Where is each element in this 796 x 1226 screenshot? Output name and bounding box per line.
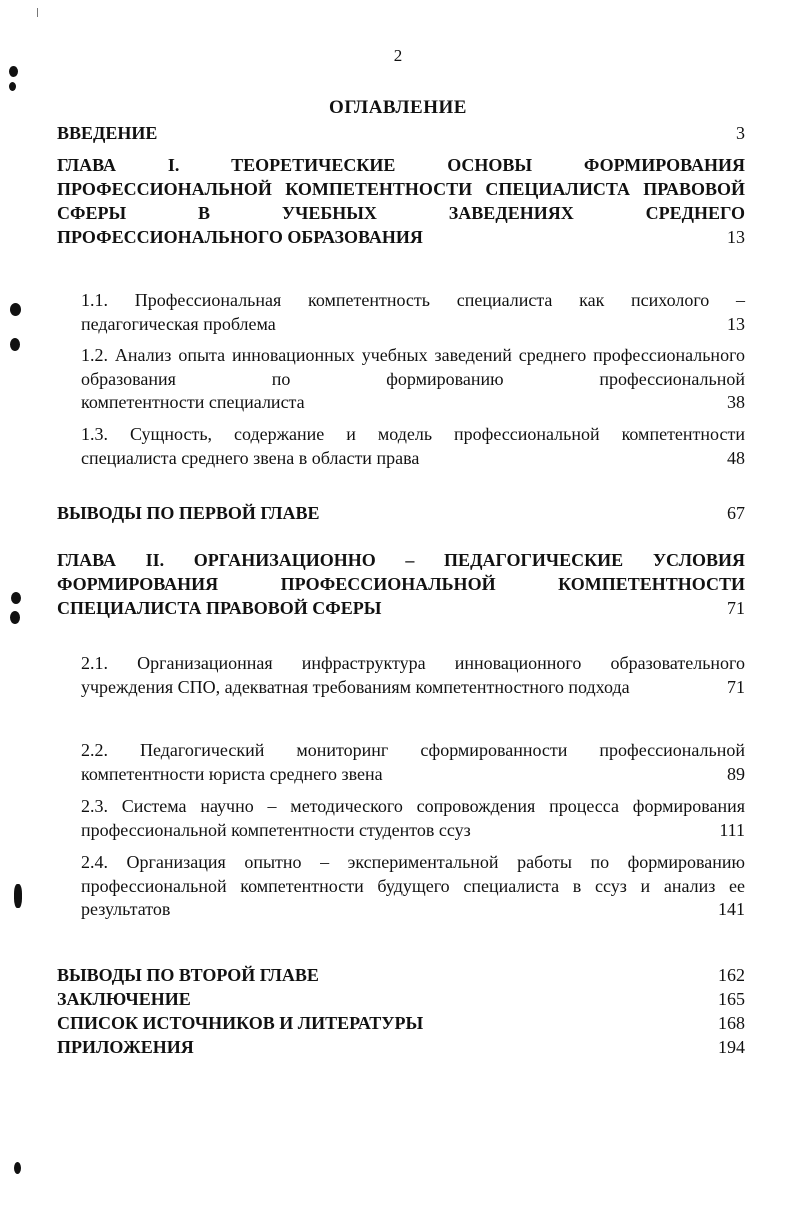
toc-entry-chapter-2 (57, 548, 745, 620)
toc-entry-page: 38 (727, 392, 745, 412)
toc-entry-page: 71 (727, 676, 745, 697)
toc-entry-introduction (57, 121, 745, 145)
toc-entry-section-1-3 (81, 423, 745, 470)
toc-entry-label-last-line: специалиста среднего звена в области права (81, 447, 420, 468)
toc-entry-label: ГЛАВА II. ОРГАНИЗАЦИОННО – ПЕДАГОГИЧЕСКИЕ УСЛОВИЯ ФОРМИРОВАНИЯ ПРОФЕССИОНАЛЬНОЙ КОМПЕТЕНТНОСТИ (57, 550, 745, 594)
toc-entry-label: ВЫВОДЫ ПО ВТОРОЙ ГЛАВЕ (57, 965, 319, 985)
toc-entry-section-2-1 (81, 652, 745, 699)
toc-entry-page: 3 (736, 123, 745, 143)
toc-entry-page: 141 (718, 899, 745, 919)
toc-entry-label: ГЛАВА I. ТЕОРЕТИЧЕСКИЕ ОСНОВЫ ФОРМИРОВАНИЯ ПРОФЕССИОНАЛЬНОЙ КОМПЕТЕНТНОСТИ СПЕЦИАЛИСТА ПРАВОВОЙ СФЕРЫ В УЧЕБНЫХ ЗАВЕДЕНИЯХ СРЕДНЕГО (57, 155, 745, 223)
page-title: ОГЛАВЛЕНИЕ (329, 97, 467, 118)
toc-entry-label: 2.1. Организационная инфраструктура инновационного образовательного (81, 653, 745, 673)
toc-entry-label-last-line: ПРОФЕССИОНАЛЬНОГО ОБРАЗОВАНИЯ (57, 227, 423, 247)
toc-entry-page: 162 (718, 965, 745, 985)
toc-entry-page: 13 (727, 227, 745, 247)
toc-entry-page: 194 (718, 1037, 745, 1057)
toc-entry-label: 2.4. Организация опытно – экспериментальной работы по формированию профессиональной компетентности будущего специалиста в ссуз и анализ ее (81, 852, 745, 896)
toc-entry-page: 165 (718, 989, 745, 1009)
toc-entry-conclusion (57, 987, 745, 1011)
toc-entry-page: 13 (727, 313, 745, 334)
toc-entry-page: 48 (727, 447, 745, 468)
toc-entry-page: 71 (727, 598, 745, 618)
toc-entry-section-1-2 (81, 344, 745, 415)
binding-hole-mark (10, 611, 20, 624)
binding-hole-mark (9, 66, 18, 77)
toc-entry-label: ЗАКЛЮЧЕНИЕ (57, 989, 191, 1009)
toc-entry-label: 1.1. Профессиональная компетентность специалиста как психолого – (81, 290, 745, 310)
binding-hole-mark (10, 303, 21, 316)
toc-entry-conclusions-2 (57, 963, 745, 987)
toc-entry-label-last-line: профессиональной компетентности студентов ссуз (81, 819, 471, 840)
toc-entry-label: 2.2. Педагогический мониторинг сформированности профессиональной (81, 740, 745, 760)
toc-entry-label-last-line: СПЕЦИАЛИСТА ПРАВОВОЙ СФЕРЫ (57, 598, 382, 618)
page-number: 2 (393, 46, 403, 65)
toc-entry-page: 168 (718, 1013, 745, 1033)
scan-artifact (37, 8, 38, 17)
toc-entry-page: 111 (719, 819, 745, 840)
toc-entry-label-last-line: учреждения СПО, адекватная требованиям компетентностного подхода (81, 676, 630, 697)
binding-hole-mark (14, 884, 22, 908)
toc-entry-label-last-line: компетентности юриста среднего звена (81, 763, 383, 784)
toc-entry-appendices (57, 1035, 745, 1059)
toc-entry-references (57, 1011, 745, 1035)
binding-hole-mark (11, 592, 21, 604)
binding-hole-mark (10, 338, 20, 351)
toc-entry-page: 89 (727, 763, 745, 784)
toc-entry-label-last-line: педагогическая проблема (81, 313, 276, 334)
toc-entry-label: ПРИЛОЖЕНИЯ (57, 1037, 194, 1057)
toc-entry-label: ВЫВОДЫ ПО ПЕРВОЙ ГЛАВЕ (57, 503, 320, 523)
toc-entry-section-1-1 (81, 289, 745, 336)
toc-entry-label: 2.3. Система научно – методического сопровождения процесса формирования (81, 796, 745, 816)
toc-entry-label-last-line: компетентности специалиста (81, 392, 305, 412)
toc-entry-page: 67 (727, 503, 745, 523)
toc-entry-section-2-3 (81, 795, 745, 842)
binding-hole-mark (9, 82, 16, 91)
toc-entry-conclusions-1 (57, 501, 745, 525)
binding-hole-mark (14, 1162, 21, 1174)
toc-entry-label: 1.3. Сущность, содержание и модель профессиональной компетентности (81, 424, 745, 444)
toc-entry-label: 1.2. Анализ опыта инновационных учебных заведений среднего профессионального образования по формированию профессиональной (81, 345, 745, 389)
toc-entry-chapter-1 (57, 153, 745, 249)
toc-entry-section-2-2 (81, 739, 745, 786)
toc-entry-section-2-4 (81, 851, 745, 922)
toc-entry-label-last-line: результатов (81, 899, 171, 919)
toc-entry-label: ВВЕДЕНИЕ (57, 123, 158, 143)
toc-entry-label: СПИСОК ИСТОЧНИКОВ И ЛИТЕРАТУРЫ (57, 1013, 424, 1033)
